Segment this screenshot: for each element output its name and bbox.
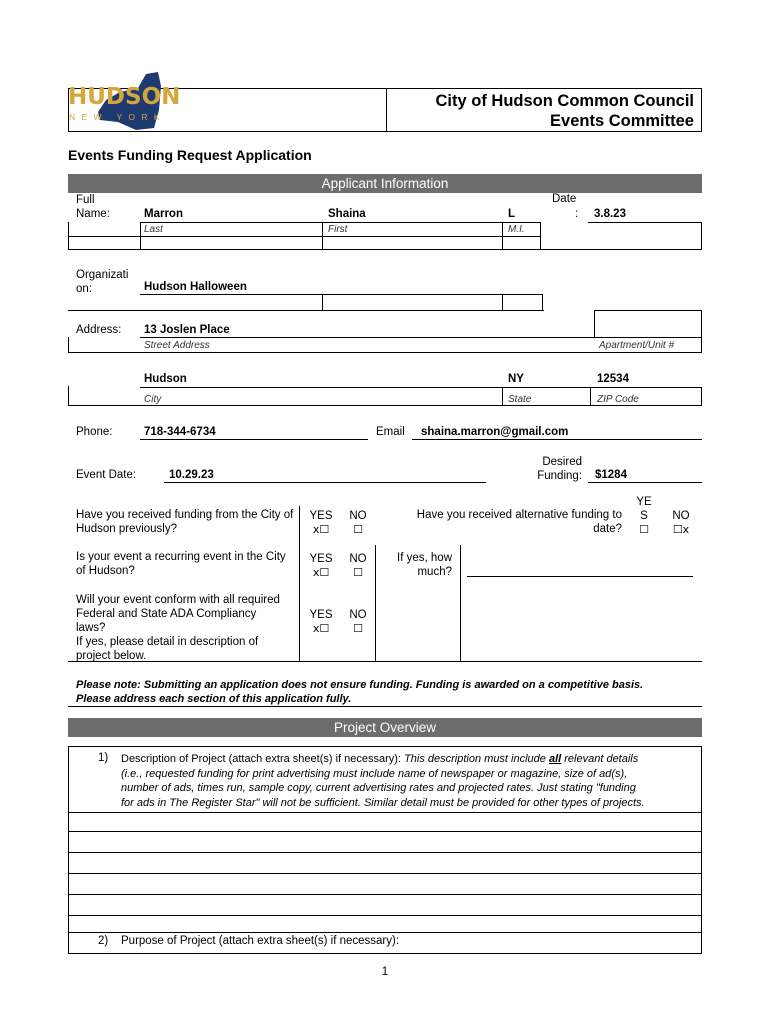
item-1-emph-b: relevant details bbox=[561, 753, 639, 765]
question-alt-funding: Have you received alternative funding to date? bbox=[416, 509, 622, 535]
date-value[interactable]: 3.8.23 bbox=[594, 208, 626, 220]
email-label: Email bbox=[376, 426, 405, 438]
item-2-purpose: Purpose of Project (attach extra sheet(s) if necessary): bbox=[121, 935, 400, 947]
ada-line-2: Federal and State ADA Compliancy bbox=[76, 608, 257, 620]
apt-caption: Apartment/Unit # bbox=[599, 340, 675, 351]
funding-note bbox=[76, 678, 706, 706]
event-date-label: Event Date: bbox=[76, 469, 137, 481]
ada-line-1: Will your event conform with all required bbox=[76, 594, 280, 606]
organization-value[interactable]: Hudson Halloween bbox=[144, 281, 247, 293]
item-1-line-1 bbox=[121, 752, 701, 767]
first-caption: First bbox=[328, 224, 348, 235]
state-value[interactable]: NY bbox=[508, 373, 524, 385]
how-much-line-2: much? bbox=[417, 566, 452, 578]
phone-value[interactable]: 718-344-6734 bbox=[144, 426, 216, 438]
mi-caption: M.I. bbox=[508, 224, 525, 235]
q1b-no-checkbox[interactable]: ☐x bbox=[672, 523, 690, 536]
q1-no-checkbox[interactable]: ☐ bbox=[353, 523, 363, 536]
desired-label-line-2: Funding: bbox=[537, 470, 582, 482]
item-1-description bbox=[121, 752, 701, 810]
q3-yes[interactable] bbox=[308, 608, 334, 636]
council-title bbox=[390, 91, 694, 131]
project-overview-banner: Project Overview bbox=[68, 718, 702, 737]
logo-subtitle: N E W Y O R K bbox=[69, 112, 162, 122]
q2-no[interactable] bbox=[346, 552, 370, 580]
state-caption: State bbox=[508, 394, 532, 405]
council-title-line-1: City of Hudson Common Council bbox=[435, 92, 694, 110]
item-1-line-2: (i.e., requested funding for print advertising must include name of newspaper or magazine, size of ad(s), bbox=[121, 767, 628, 780]
city-caption: City bbox=[144, 394, 162, 405]
zip-value[interactable]: 12534 bbox=[597, 373, 629, 385]
item-1-all: all bbox=[548, 753, 562, 765]
council-title-line-2: Events Committee bbox=[550, 112, 694, 130]
how-much-line-1: If yes, how bbox=[397, 552, 452, 564]
middle-initial-value[interactable]: L bbox=[508, 208, 516, 220]
funding-note-line-1: Please note: Submitting an application does not ensure funding. Funding is awarded on a competitive basis. bbox=[76, 679, 644, 691]
question-how-much bbox=[376, 551, 452, 579]
question-prior-funding: Have you received funding from the City of Hudson previously? bbox=[76, 509, 294, 535]
q2-yes-label: YES bbox=[309, 553, 333, 565]
item-1-line-4: for ads in The Register Star" will not be sufficient. Similar detail must be provided for other types of projects. bbox=[121, 796, 645, 809]
q2-yes-checkbox[interactable]: x☐ bbox=[312, 566, 330, 579]
applicant-info-banner: Applicant Information bbox=[68, 174, 702, 193]
organization-label: Organizati on: bbox=[76, 269, 129, 295]
item-1-number: 1) bbox=[98, 752, 109, 764]
logo-wordmark: HUDSON bbox=[68, 84, 181, 110]
q1-no-label: NO bbox=[349, 510, 367, 522]
q1b-no-label: NO bbox=[672, 510, 690, 522]
address-label: Address: bbox=[76, 324, 122, 336]
street-caption: Street Address bbox=[144, 340, 210, 351]
q2-no-label: NO bbox=[349, 553, 367, 565]
last-name-value[interactable]: Marron bbox=[144, 208, 183, 220]
q1b-no[interactable] bbox=[668, 509, 694, 537]
item-2-number: 2) bbox=[98, 935, 109, 947]
desired-label-line-1: Desired bbox=[542, 456, 582, 468]
q1-no[interactable] bbox=[346, 509, 370, 537]
phone-label: Phone: bbox=[76, 426, 113, 438]
date-colon: : bbox=[575, 208, 579, 220]
city-value[interactable]: Hudson bbox=[144, 373, 187, 385]
desired-funding-value[interactable]: $1284 bbox=[595, 469, 627, 481]
q3-no-label: NO bbox=[349, 609, 367, 621]
q1b-yes-label-2: S bbox=[640, 510, 648, 522]
q3-no[interactable] bbox=[346, 608, 370, 636]
street-value[interactable]: 13 Joslen Place bbox=[144, 324, 230, 336]
hudson-logo bbox=[66, 70, 181, 132]
ada-line-5: project below. bbox=[76, 650, 147, 662]
first-name-value[interactable]: Shaina bbox=[328, 208, 366, 220]
item-1-line-3: number of ads, times run, sample copy, current advertising rates and projected rates. Just stating "funding bbox=[121, 782, 636, 794]
full-name-label: Full Name: bbox=[76, 194, 110, 220]
question-recurring: Is your event a recurring event in the City of Hudson? bbox=[76, 551, 286, 577]
q1b-yes-checkbox[interactable]: ☐ bbox=[639, 523, 649, 536]
q3-yes-label: YES bbox=[309, 609, 333, 621]
event-date-value[interactable]: 10.29.23 bbox=[169, 469, 214, 481]
form-title: Events Funding Request Application bbox=[68, 147, 312, 163]
how-much-answer-line[interactable] bbox=[467, 576, 693, 577]
date-label: Date bbox=[552, 193, 577, 205]
q1b-yes-label-1: YE bbox=[636, 496, 652, 508]
email-value[interactable]: shaina.marron@gmail.com bbox=[421, 426, 569, 438]
question-ada bbox=[76, 593, 298, 663]
q1-yes-label: YES bbox=[309, 510, 333, 522]
q2-yes[interactable] bbox=[308, 552, 334, 580]
funding-note-line-2: Please address each section of this application fully. bbox=[76, 693, 352, 705]
q2-no-checkbox[interactable]: ☐ bbox=[353, 566, 363, 579]
q3-yes-checkbox[interactable]: x☐ bbox=[312, 622, 330, 635]
page-number: 1 bbox=[381, 966, 389, 978]
q1-yes[interactable] bbox=[308, 509, 334, 537]
zip-caption: ZIP Code bbox=[597, 394, 639, 405]
item-1-lead: Description of Project (attach extra sheet(s) if necessary): bbox=[121, 753, 405, 765]
item-1-emph-a: This description must include bbox=[404, 753, 549, 765]
desired-funding-label bbox=[500, 455, 582, 483]
q3-no-checkbox[interactable]: ☐ bbox=[353, 622, 363, 635]
q1b-yes[interactable] bbox=[632, 495, 656, 537]
ada-line-4: If yes, please detail in description of bbox=[76, 636, 259, 648]
q1-yes-checkbox[interactable]: x☐ bbox=[312, 523, 330, 536]
ada-line-3: laws? bbox=[76, 622, 106, 634]
last-caption: Last bbox=[144, 224, 163, 235]
